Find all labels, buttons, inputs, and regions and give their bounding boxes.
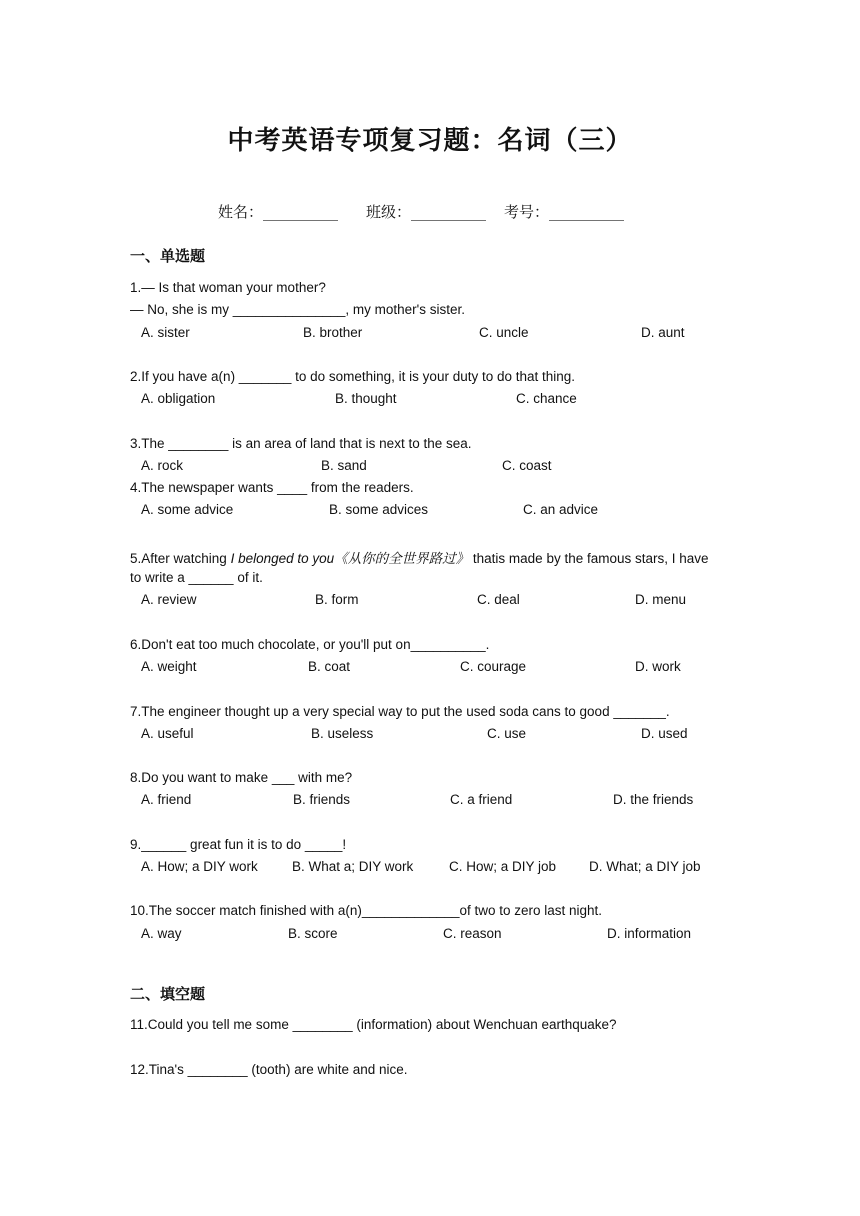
question-6-option-d: D. work (635, 659, 681, 674)
question-1-option-a: A. sister (141, 325, 190, 340)
question-6-text: 6.Don't eat too much chocolate, or you'll put on__________. (130, 637, 490, 652)
question-4-option-a: A. some advice (141, 502, 234, 517)
number-field-label: 考号：__________ (504, 203, 625, 221)
question-7-option-b: B. useless (311, 726, 374, 741)
question-2-option-c: C. chance (516, 391, 577, 406)
question-7-text: 7.The engineer thought up a very special way to put the used soda cans to good _______. (130, 704, 670, 719)
question-10-option-d: D. information (607, 926, 692, 941)
name-field-label: 姓名：__________ (218, 203, 339, 221)
section-heading-single-choice: 一、单选题 (130, 247, 206, 265)
question-7-option-d: D. used (641, 726, 688, 741)
question-5-line-2: to write a ______ of it. (130, 570, 263, 585)
question-5-option-c: C. deal (477, 592, 520, 607)
page-title: 中考英语专项复习题：名词（三） (227, 126, 633, 156)
question-4-option-c: C. an advice (523, 502, 599, 517)
question-4-option-b: B. some advices (329, 502, 429, 517)
question-12-text: 12.Tina's ________ (tooth) are white and nice. (130, 1062, 408, 1077)
class-field-label: 班级：__________ (366, 203, 487, 221)
question-8-option-c: C. a friend (450, 792, 513, 807)
question-1-line-2: — No, she is my _______________, my mother's sister. (130, 302, 465, 317)
question-8-text: 8.Do you want to make ___ with me? (130, 770, 353, 785)
question-1-option-d: D. aunt (641, 325, 685, 340)
question-3-option-c: C. coast (502, 458, 552, 473)
question-5-option-b: B. form (315, 592, 359, 607)
question-9-option-a: A. How; a DIY work (141, 859, 258, 874)
question-5-line-1 (130, 547, 709, 567)
question-9-option-c: C. How; a DIY job (449, 859, 557, 874)
question-8-option-b: B. friends (293, 792, 351, 807)
question-7-option-a: A. useful (141, 726, 194, 741)
question-2-option-b: B. thought (335, 391, 397, 406)
question-2-option-a: A. obligation (141, 391, 216, 406)
question-1-line-1: 1.— Is that woman your mother? (130, 280, 326, 295)
question-9-option-b: B. What a; DIY work (292, 859, 414, 874)
question-5-option-a: A. review (141, 592, 197, 607)
question-10-option-a: A. way (141, 926, 182, 941)
question-3-option-b: B. sand (321, 458, 367, 473)
question-6-option-b: B. coat (308, 659, 351, 674)
question-4-text: 4.The newspaper wants ____ from the readers. (130, 480, 414, 495)
question-6-option-c: C. courage (460, 659, 527, 674)
question-10-option-c: C. reason (443, 926, 502, 941)
section-heading-fill-in: 二、填空题 (130, 985, 206, 1003)
question-3-option-a: A. rock (141, 458, 184, 473)
question-9-option-d: D. What; a DIY job (589, 859, 701, 874)
question-9-text: 9.______ great fun it is to do _____! (130, 837, 347, 852)
question-5-suffix: thatis made by the famous stars, I have (469, 551, 709, 566)
question-1-option-c: C. uncle (479, 325, 529, 340)
question-5-prefix: 5.After watching (130, 551, 231, 566)
question-3-text: 3.The ________ is an area of land that is next to the sea. (130, 436, 472, 451)
question-8-option-d: D. the friends (613, 792, 694, 807)
question-5-title-italic: I belonged to you《从你的全世界路过》 (230, 551, 470, 566)
question-11-text: 11.Could you tell me some ________ (information) about Wenchuan earthquake? (130, 1017, 617, 1032)
question-10-text: 10.The soccer match finished with a(n)_____________of two to zero last night. (130, 903, 603, 918)
question-1-option-b: B. brother (303, 325, 363, 340)
question-2-text: 2.If you have a(n) _______ to do something, it is your duty to do that thing. (130, 369, 576, 384)
question-8-option-a: A. friend (141, 792, 192, 807)
question-7-option-c: C. use (487, 726, 527, 741)
question-5-option-d: D. menu (635, 592, 687, 607)
question-10-option-b: B. score (288, 926, 338, 941)
question-6-option-a: A. weight (141, 659, 197, 674)
